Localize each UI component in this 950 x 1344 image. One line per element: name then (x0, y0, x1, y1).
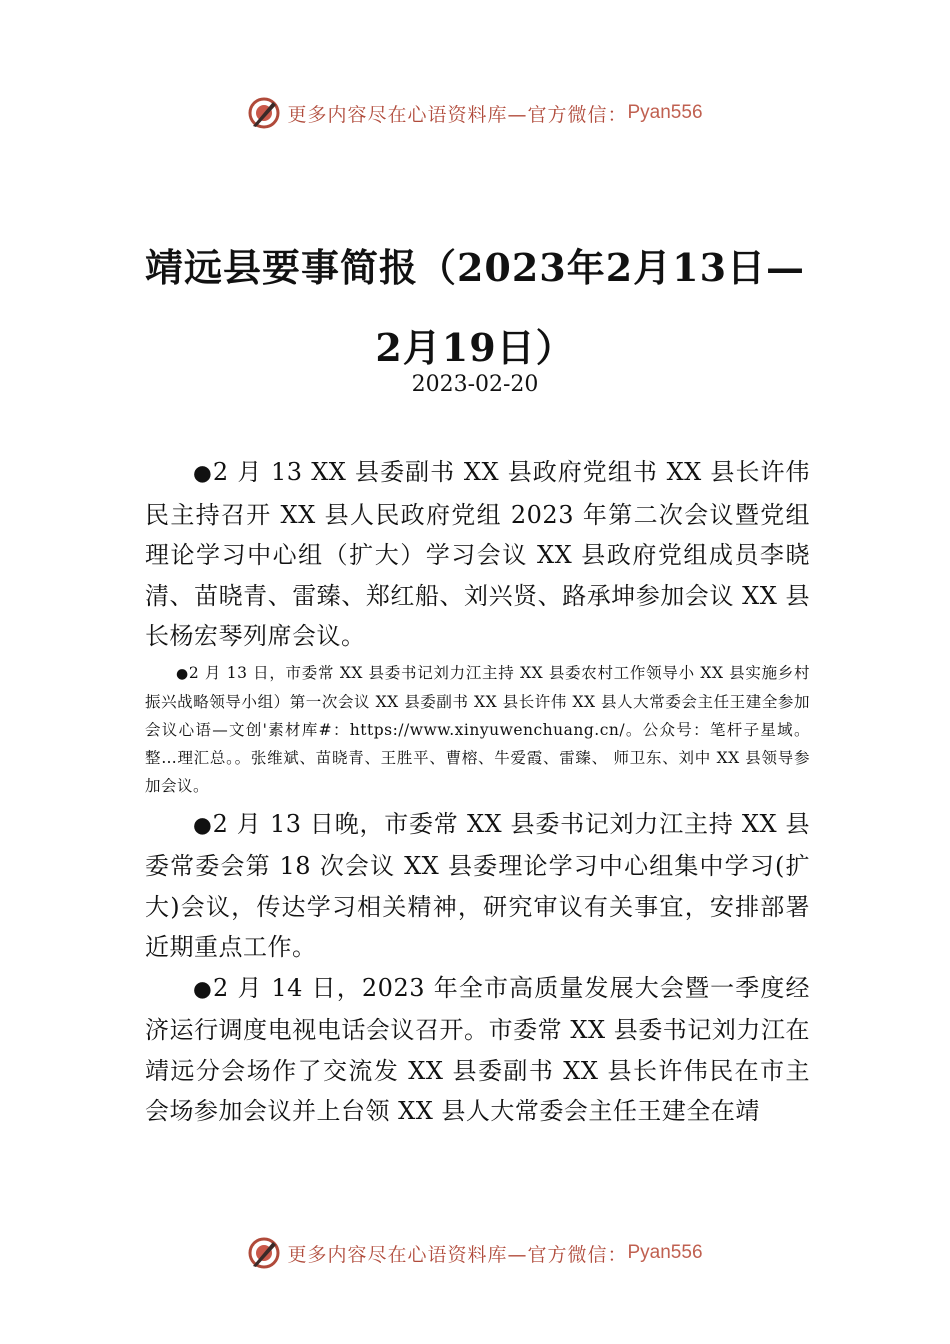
watermark-text: 更多内容尽在心语资料库—官方微信： (287, 103, 628, 126)
bullet-icon: ● (193, 461, 213, 486)
news-item (145, 452, 810, 657)
quill-seal-icon (247, 1236, 281, 1270)
news-item-text: 2 月 13 日晚，市委常 XX 县委书记刘力江主持 XX 县委常委会第 18 次会议 XX 县委理论学习中心组集中学习(扩大)会议，传达学习相关精神，研究审议有关事宜，安排部署近期重点工作。 (145, 809, 810, 961)
bullet-icon: ● (193, 976, 213, 1002)
watermark-wechat-id: Pyan556 (627, 102, 703, 123)
bullet-icon: ● (176, 665, 189, 682)
page-title: 靖远县要事简报（2023年2月13日—2月19日） (144, 245, 806, 370)
watermark-wechat-id: Pyan556 (627, 1242, 703, 1263)
footer-watermark (0, 1236, 950, 1270)
quill-seal-icon (247, 96, 281, 130)
news-item (145, 804, 810, 968)
publish-date: 2023-02-20 (411, 372, 539, 397)
watermark-text: 更多内容尽在心语资料库—官方微信： (287, 1243, 628, 1266)
news-item (145, 659, 810, 800)
news-item-text: 2 月 13 XX 县委副书 XX 县政府党组书 XX 县长许伟民主持召开 XX 县人民政府党组 2023 年第二次会议暨党组理论学习中心组（扩大）学习会议 XX 县政府党组成员李晓清、苗晓青、雷臻、郑红船、刘兴贤、路承坤参加会议 XX 县长杨宏琴列席会议。 (145, 458, 811, 650)
header-watermark (0, 96, 950, 130)
news-item (145, 968, 810, 1132)
news-item-text: 2 月 13 日，市委常 XX 县委书记刘力江主持 XX 县委农村工作领导小 XX 县实施乡村振兴战略领导小组）第一次会议 XX 县委副书 XX 县长许伟 XX 县人大常委会主任王建全参加会议心语—文创'素材库#：https://www.xinyuwenchuang.cn/。公众号：笔杆子星域。整…理汇总。。张维斌、苗晓青、王胜平、曹榕、牛爱霞、雷臻、 师卫东、刘中 XX 县领导参加会议。 (145, 663, 811, 795)
news-item-text: 2 月 14 日，2023 年全市高质量发展大会暨一季度经济运行调度电视电话会议召开。市委常 XX 县委书记刘力江在靖远分会场作了交流发 XX 县委副书 XX 县长许伟民在市主会场参加会议并上台领 XX 县人大常委会主任王建全在靖 (145, 973, 810, 1125)
bullet-icon: ● (193, 812, 213, 838)
document-body (145, 452, 810, 1132)
